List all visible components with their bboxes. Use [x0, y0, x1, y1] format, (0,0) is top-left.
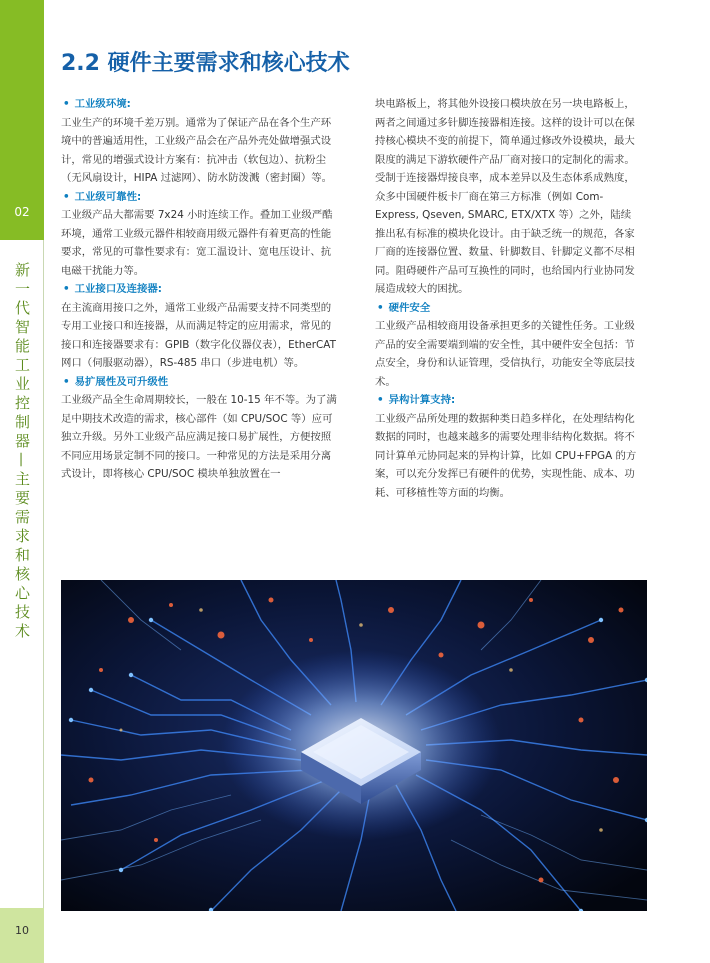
- bullet-icon: •: [377, 394, 384, 406]
- heading-text: 工业级可靠性:: [74, 190, 142, 203]
- section-heading-heterogeneous-computing: [375, 391, 637, 410]
- section-title: 2.2 硬件主要需求和核心技术: [61, 51, 350, 76]
- heading-text: 异构计算支持:: [388, 394, 456, 406]
- heading-text: 硬件安全: [388, 301, 431, 314]
- heading-text: 易扩展性及可升级性: [74, 375, 169, 388]
- bullet-icon: •: [377, 301, 384, 314]
- paragraph-reliability: 工业级产品大都需要 7x24 小时连续工作。叠加工业级严酷环境，通常工业级元器件相较商用级元器件有着更高的性能要求，常见的可靠性要求有：宽工温设计、宽电压设计、抗电磁干扰能力等。: [61, 209, 333, 277]
- bullet-icon: •: [63, 283, 70, 295]
- paragraph-hardware-security: 工业级产品相较商用设备承担更多的关键性任务。工业级产品的安全需要端到端的安全性，其中硬件安全包括：节点安全，身份和认证管理，受信执行，功能安全等底层技术。: [375, 320, 635, 388]
- paragraph-interfaces: 在主流商用接口之外，通常工业级产品需要支持不同类型的专用工业接口和连接器，从而满足特定的应用需求，常见的接口和连接器要求有：GPIB（数字化仪器仪表），EtherCAT 网口（伺服驱动器），RS-485 串口（步进电机）等。: [61, 301, 336, 369]
- paragraph-heterogeneous-computing: 工业级产品所处理的数据种类日趋多样化，在处理结构化数据的同时，也越来越多的需要处理非结构化数据。将不同计算单元协同起来的异构计算，比如 CPU+FPGA 的方案，可以充分发挥已有硬件的优势，实现性能、成本、功耗、可移植性等方面的均衡。: [375, 412, 637, 499]
- page-number: 10: [15, 924, 29, 937]
- sidebar-divider: [43, 240, 44, 908]
- chapter-sidebar: [0, 0, 44, 963]
- paragraph-scalability: 工业级产品全生命周期较长，一般在 10-15 年不等。为了满足中期技术改造的需求，核心部件（如 CPU/SOC 等）应可独立升级。另外工业级产品应满足接口易扩展性，方便按照不同应用场景定制不同的接口。一种常见的方法是采用分离式设计，即将核心 CPU/SOC 模块单独放置在一: [61, 394, 337, 480]
- chapter-tab: [0, 0, 44, 240]
- section-heading-scalability: [61, 373, 337, 392]
- section-heading-interfaces: [61, 280, 337, 299]
- bullet-icon: •: [63, 98, 70, 110]
- section-heading-hardware-security: [375, 299, 637, 318]
- paragraph-industrial-environment: 工业生产的环境千差万别。通常为了保证产品在各个生产环境中的普遍适用性，工业级产品会在产品外壳处做增强式设计，常见的增强式设计方案有：抗冲击（软包边）、抗粉尘（无风扇设计，HIPA 过滤网）、防水防泼溅（密封圈）等。: [61, 116, 333, 184]
- heading-text: 工业级环境:: [74, 98, 131, 110]
- chapter-vertical-title: 新一代智能工业控制器—主要需求和核心技术: [13, 262, 31, 642]
- heading-text: 工业接口及连接器:: [74, 283, 162, 295]
- left-column: [61, 95, 337, 484]
- section-heading-industrial-environment: [61, 95, 337, 114]
- right-column: [375, 95, 637, 502]
- section-heading-reliability: [61, 188, 337, 207]
- bullet-icon: •: [63, 375, 70, 388]
- chapter-number: 02: [14, 205, 30, 219]
- circuit-board-chip-image: [61, 580, 647, 911]
- paragraph-scalability-continued: 块电路板上，将其他外设接口模块放在另一块电路板上，两者之间通过多针脚连接器相连接。这样的设计可以在保持核心模块不变的前提下，简单通过修改外设模块，最大限度的满足下游软硬件产品厂商对接口的定制化的需求。受制于连接器焊接良率，成本差异以及生态体系成熟度，众多中国硬件板卡厂商在第三方标准（例如 Com-Express, Qseven, SMARC, ETX/XTX 等）之外，陆续推出私有标准的模块化设计。由于缺乏统一的规范，各家厂商的连接器位置、数量、针脚数目、针脚定义都不尽相同。阻碍硬件产品可互换性的同时，也给国内行业协同发展造成较大的困扰。: [375, 98, 635, 295]
- circuit-board-illustration: [61, 580, 647, 911]
- bullet-icon: •: [63, 190, 70, 203]
